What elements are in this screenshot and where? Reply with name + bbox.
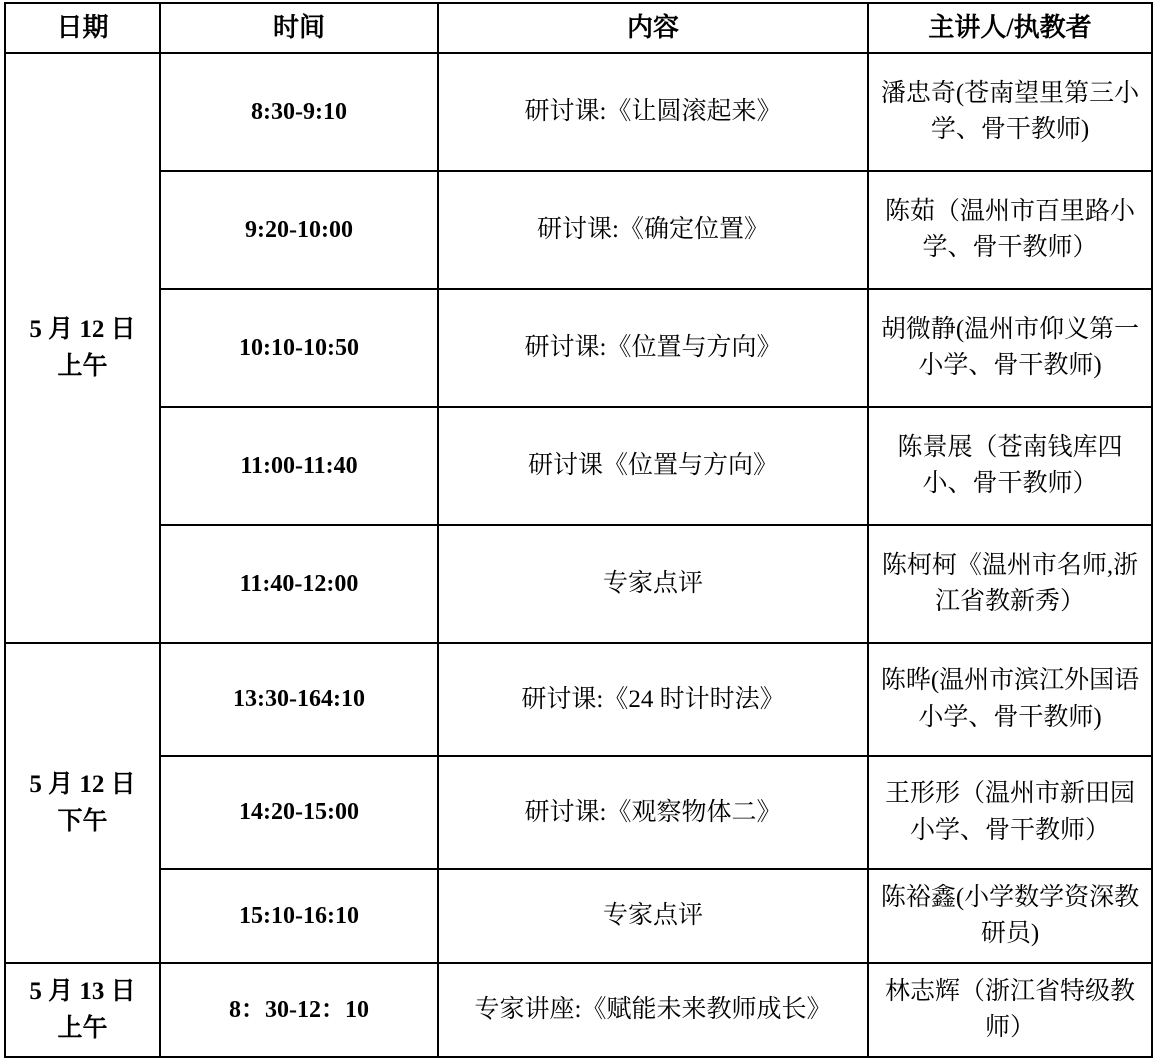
- date-cell-group-1: 5 月 12 日 上午: [5, 53, 160, 643]
- time-cell: 11:40-12:00: [160, 525, 438, 643]
- time-cell: 15:10-16:10: [160, 869, 438, 963]
- schedule-table: [4, 2, 1153, 1058]
- speaker-cell: 陈茹（温州市百里路小学、骨干教师）: [868, 171, 1152, 289]
- speaker-cell: 胡微静(温州市仰义第一小学、骨干教师): [868, 289, 1152, 407]
- content-cell: 专家讲座:《赋能未来教师成长》: [438, 963, 868, 1057]
- content-cell: 研讨课:《确定位置》: [438, 171, 868, 289]
- content-cell: 研讨课:《24 时计时法》: [438, 643, 868, 756]
- table-row: [5, 289, 1152, 407]
- time-cell: 10:10-10:50: [160, 289, 438, 407]
- content-cell: 专家点评: [438, 869, 868, 963]
- time-cell: 8:30-9:10: [160, 53, 438, 171]
- content-cell: 研讨课《位置与方向》: [438, 407, 868, 525]
- time-cell: 13:30-164:10: [160, 643, 438, 756]
- time-cell: 14:20-15:00: [160, 756, 438, 869]
- time-cell: 8：30-12：10: [160, 963, 438, 1057]
- table-row: [5, 525, 1152, 643]
- table-row: [5, 756, 1152, 869]
- content-cell: 研讨课:《位置与方向》: [438, 289, 868, 407]
- speaker-cell: 陈晔(温州市滨江外国语小学、骨干教师): [868, 643, 1152, 756]
- time-cell: 9:20-10:00: [160, 171, 438, 289]
- table-header: [5, 3, 1152, 53]
- header-row: [5, 3, 1152, 53]
- table-row: [5, 869, 1152, 963]
- content-cell: 专家点评: [438, 525, 868, 643]
- table-row: [5, 171, 1152, 289]
- speaker-cell: 陈柯柯《温州市名师,浙江省教新秀）: [868, 525, 1152, 643]
- date-cell-group-3: 5 月 13 日 上午: [5, 963, 160, 1057]
- speaker-cell: 王形形（温州市新田园小学、骨干教师）: [868, 756, 1152, 869]
- time-cell: 11:00-11:40: [160, 407, 438, 525]
- table-row: [5, 53, 1152, 171]
- table-row: [5, 643, 1152, 756]
- column-header-speaker: 主讲人/执教者: [868, 3, 1152, 53]
- table-row: [5, 963, 1152, 1057]
- table-row: [5, 407, 1152, 525]
- column-header-time: 时间: [160, 3, 438, 53]
- content-cell: 研讨课:《观察物体二》: [438, 756, 868, 869]
- column-header-content: 内容: [438, 3, 868, 53]
- table-body: [5, 53, 1152, 1057]
- speaker-cell: 陈景展（苍南钱库四小、骨干教师）: [868, 407, 1152, 525]
- speaker-cell: 林志辉（浙江省特级教师）: [868, 963, 1152, 1057]
- content-cell: 研讨课:《让圆滚起来》: [438, 53, 868, 171]
- speaker-cell: 陈裕鑫(小学数学资深教研员): [868, 869, 1152, 963]
- date-cell-group-2: 5 月 12 日 下午: [5, 643, 160, 963]
- speaker-cell: 潘忠奇(苍南望里第三小学、骨干教师): [868, 53, 1152, 171]
- column-header-date: 日期: [5, 3, 160, 53]
